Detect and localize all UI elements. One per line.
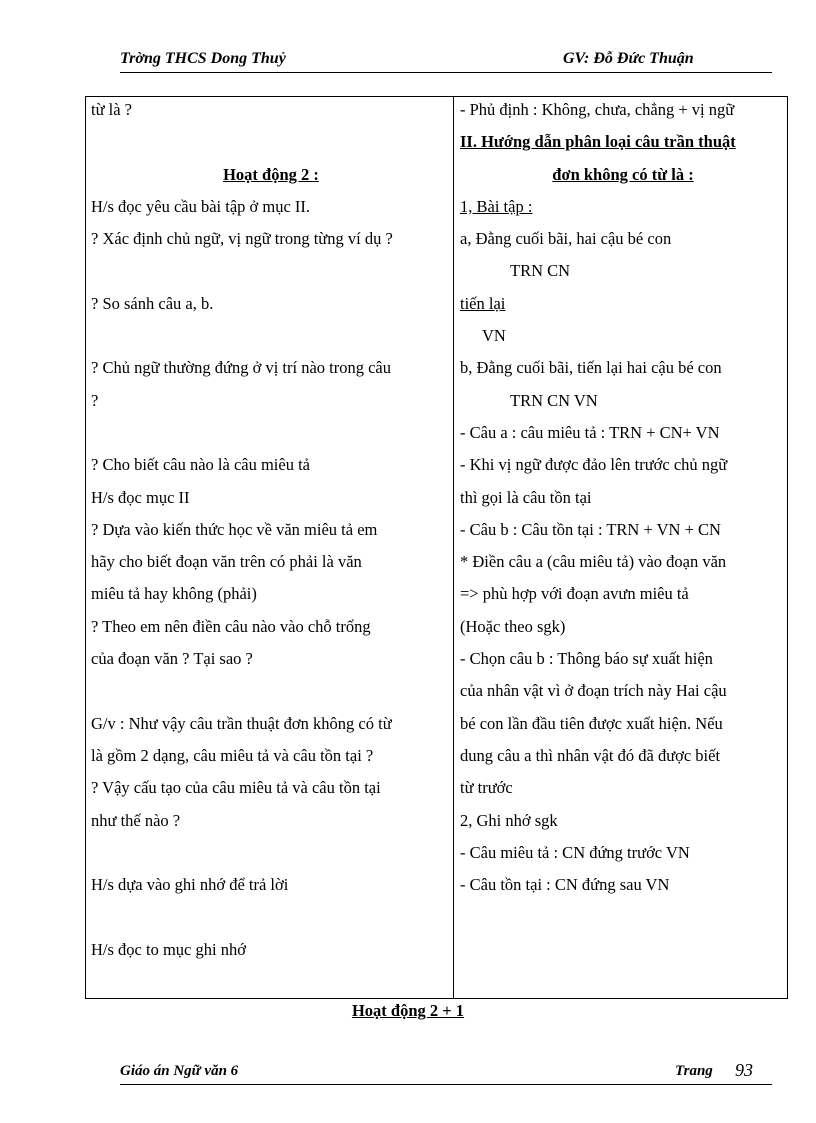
column-divider bbox=[453, 97, 454, 998]
activities-column bbox=[91, 97, 451, 969]
school-name: Trờng THCS Dong Thuỷ bbox=[120, 50, 286, 67]
page-number: 93 bbox=[735, 1060, 753, 1080]
table-line: ? Theo em nên điền câu nào vào chỗ trống bbox=[91, 616, 371, 636]
table-line bbox=[91, 323, 451, 355]
page-label: Trang bbox=[675, 1063, 713, 1079]
table-line: của nhân vật vì ở đoạn trích này Hai cậu bbox=[460, 681, 727, 701]
table-line: TRN CN VN bbox=[510, 390, 598, 410]
table-line: tiến lại bbox=[460, 293, 506, 313]
table-line: G/v : Như vậy câu trần thuật đơn không có từ bbox=[91, 713, 392, 733]
table-line: a, Đằng cuối bãi, hai cậu bé con bbox=[460, 229, 672, 249]
page-header bbox=[120, 46, 772, 73]
table-line: - Câu a : câu miêu tả : TRN + CN+ VN bbox=[460, 422, 720, 442]
table-line: ? Cho biết câu nào là câu miêu tả bbox=[91, 455, 310, 475]
exercise-heading: 1, Bài tập : bbox=[460, 196, 533, 216]
table-line: ? Chủ ngữ thường đứng ở vị trí nào trong câu bbox=[91, 358, 391, 378]
table-line bbox=[91, 678, 451, 710]
table-line: dung câu a thì nhân vật đó đã được biết bbox=[460, 745, 721, 765]
table-line: H/s dựa vào ghi nhớ để trả lời bbox=[91, 875, 289, 895]
table-line: thì gọi là câu tồn tại bbox=[460, 487, 592, 507]
table-line: (Hoặc theo sgk) bbox=[460, 616, 566, 636]
table-line: là gồm 2 dạng, câu miêu tả và câu tồn tại ? bbox=[91, 745, 374, 765]
table-line: * Điền câu a (câu miêu tả) vào đoạn văn bbox=[460, 552, 727, 572]
section-heading: Hoạt động 2 : bbox=[223, 164, 319, 184]
table-line: - Khi vị ngữ được đảo lên trước chủ ngữ bbox=[460, 455, 728, 475]
table-line: H/s đọc to mục ghi nhớ bbox=[91, 939, 246, 959]
table-line: của đoạn văn ? Tại sao ? bbox=[91, 649, 253, 669]
table-line: miêu tả hay không (phải) bbox=[91, 584, 257, 604]
table-line: b, Đằng cuối bãi, tiến lại hai cậu bé con bbox=[460, 358, 722, 378]
table-line bbox=[91, 840, 451, 872]
table-line: H/s đọc yêu cầu bài tập ở mục II. bbox=[91, 196, 311, 216]
table-line: ? So sánh câu a, b. bbox=[91, 293, 214, 313]
lesson-table bbox=[85, 96, 788, 999]
table-line: ? Xác định chủ ngữ, vị ngữ trong từng ví dụ ? bbox=[91, 229, 393, 249]
teacher-name: GV: Đỗ Đức Thuận bbox=[563, 50, 694, 67]
page-footer bbox=[120, 1060, 772, 1085]
table-line: - Chọn câu b : Thông báo sự xuất hiện bbox=[460, 649, 713, 669]
table-line bbox=[91, 904, 451, 936]
table-line: ? Vậy cấu tạo của câu miêu tả và câu tồn tại bbox=[91, 778, 381, 798]
table-line bbox=[91, 258, 451, 290]
table-line: từ là ? bbox=[91, 100, 133, 119]
table-line: - Câu miêu tả : CN đứng trước VN bbox=[460, 842, 690, 862]
table-line bbox=[91, 129, 451, 161]
book-title: Giáo án Ngữ văn 6 bbox=[120, 1063, 239, 1079]
section-heading: đơn không có từ là : bbox=[552, 164, 694, 184]
table-line: TRN CN bbox=[510, 261, 571, 281]
section-heading: II. Hướng dẫn phân loại câu trần thuật bbox=[460, 132, 736, 152]
table-line bbox=[91, 420, 451, 452]
table-line: VN bbox=[482, 326, 506, 346]
activity-heading: Hoạt động 2 + 1 bbox=[351, 1001, 465, 1020]
table-line: - Câu b : Câu tồn tại : TRN + VN + CN bbox=[460, 519, 721, 539]
table-line: 2, Ghi nhớ sgk bbox=[460, 810, 558, 830]
table-line: => phù hợp với đoạn avưn miêu tả bbox=[460, 584, 689, 604]
table-line: từ trước bbox=[460, 778, 513, 798]
table-line: - Phủ định : Không, chưa, chẳng + vị ngữ bbox=[460, 100, 735, 119]
table-line: - Câu tồn tại : CN đứng sau VN bbox=[460, 875, 670, 895]
table-line: hãy cho biết đoạn văn trên có phải là văn bbox=[91, 552, 362, 572]
table-line: H/s đọc mục II bbox=[91, 487, 190, 507]
table-line: như thế nào ? bbox=[91, 810, 181, 830]
content-column bbox=[460, 97, 786, 904]
table-line: ? bbox=[91, 390, 99, 410]
table-line: ? Dựa vào kiến thức học về văn miêu tả em bbox=[91, 519, 378, 539]
table-line: bé con lần đầu tiên được xuất hiện. Nếu bbox=[460, 713, 723, 733]
